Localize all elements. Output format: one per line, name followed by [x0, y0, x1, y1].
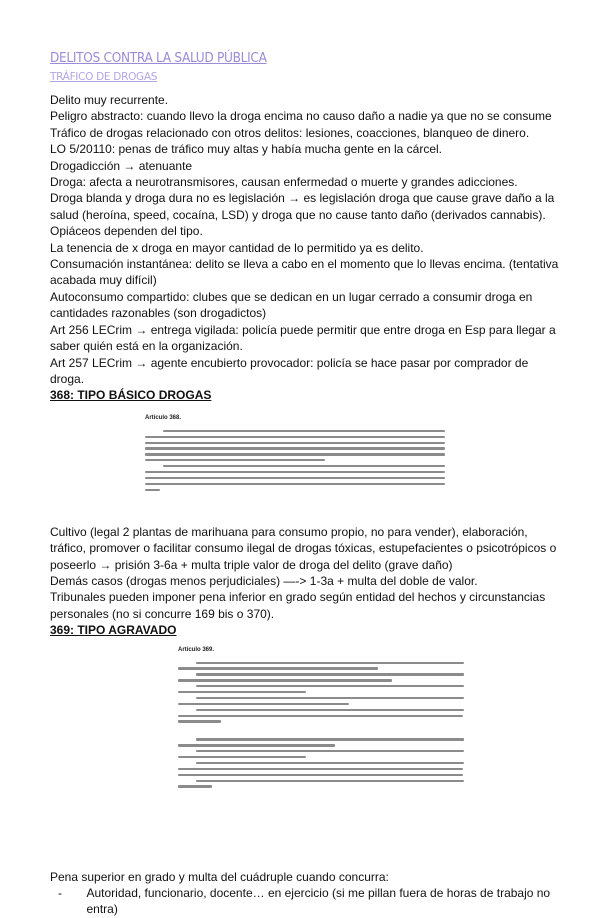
list-item-text: Autoridad, funcionario, docente… en ejercicio (si me pillan fuera de horas de trabajo no entra) [86, 885, 551, 917]
document-title: DELITOS CONTRA LA SALUD PÚBLICA [50, 50, 267, 66]
document-body [50, 92, 560, 918]
paragraph: Art 257 LECrim → agente encubierto provocador: policía se hace pasar por comprador de droga. [50, 355, 529, 386]
scanned-text-line [163, 430, 445, 432]
scanned-text-line [145, 453, 445, 455]
scanned-text-line [178, 667, 378, 669]
paragraph: La tenencia de x droga en mayor cantidad de lo permitido ya es delito. [50, 240, 424, 255]
paragraph: Tráfico de drogas relacionado con otros delitos: lesiones, coacciones, blanqueo de dinero. [50, 125, 530, 140]
paragraph: Drogadicción → atenuante [50, 158, 193, 173]
article-368-image [145, 410, 445, 518]
scanned-text-line [178, 785, 212, 787]
article-image-title: Artículo 369. [178, 646, 215, 653]
bullet-dash: - [58, 885, 62, 900]
scanned-text-line [178, 744, 335, 746]
scanned-text-line [178, 720, 221, 722]
scanned-text-line [196, 662, 464, 664]
paragraph: Art 256 LECrim → entrega vigilada: policía puede permitir que entre droga en Esp para llegar a saber quién está en la organización. [50, 322, 556, 354]
paragraph: LO 5/20110: penas de tráfico muy altas y había mucha gente en la cárcel. [50, 142, 443, 157]
scanned-text-line [145, 459, 325, 461]
scanned-text-line [145, 436, 445, 438]
scanned-text-line [196, 709, 464, 711]
list-item [50, 885, 560, 918]
paragraph: Pena superior en grado y multa del cuádruple cuando concurra: [50, 869, 389, 884]
paragraph: Autoconsumo compartido: clubes que se dedican en un lugar cerrado a consumir droga en cantidades razonables (son drogadictos) [50, 289, 533, 321]
paragraph: Tribunales pueden imponer pena inferior en grado según entidad del hechos y circunstancias personales (no si concurre 169 bis o 370). [50, 590, 546, 621]
scanned-text-line [145, 477, 445, 479]
article-image-title: Artículo 368. [145, 414, 182, 421]
scanned-text-line [145, 489, 160, 491]
paragraph: Cultivo (legal 2 plantas de marihuana para consumo propio, no para vender), elaboración, tráfico, promover o facilitar consumo ilegal de drogas tóxicas, estupefacientes o psicotrópicos o poseerlo → prisión 3-6a + multa triple valor de droga del delito (grave daño) [50, 524, 557, 572]
scanned-text-line [145, 442, 445, 444]
section-heading-369: 369: TIPO AGRAVADO [50, 623, 177, 638]
paragraph: Peligro abstracto: cuando llevo la droga encima no causo daño a nadie ya que no se consume [50, 109, 552, 124]
scanned-text-line [145, 471, 445, 473]
scanned-text-line [196, 780, 464, 782]
scanned-text-line [163, 465, 445, 467]
scanned-text-line [178, 756, 306, 758]
scanned-text-line [196, 762, 464, 764]
scanned-text-line [178, 715, 463, 717]
paragraph: Droga blanda y droga dura no es legislación → es legislación droga que cause grave daño a la salud (heroína, speed, cocaína, LSD) y droga que no cause tanto daño (derivados cannabis). Opiáceos dependen del tipo. [50, 191, 555, 239]
paragraph: Delito muy recurrente. [50, 93, 169, 107]
scanned-text-line [178, 691, 306, 693]
paragraph: Droga: afecta a neurotransmisores, causan enfermedad o muerte y grandes adicciones. [50, 175, 518, 190]
scanned-text-line [196, 697, 464, 699]
paragraph: Demás casos (drogas menos perjudiciales) —-> 1-3a + multa del doble de valor. [50, 573, 478, 588]
scanned-text-line [178, 774, 463, 776]
scanned-text-line [196, 685, 464, 687]
article-369-image [178, 642, 463, 865]
paragraph: Consumación instantánea: delito se lleva a cabo en el momento que lo llevas encima. (tentativa acabada muy difícil) [50, 257, 559, 288]
scanned-text-line [178, 768, 463, 770]
scanned-text-line [196, 738, 464, 740]
scanned-text-line [178, 679, 392, 681]
scanned-text-line [196, 750, 464, 752]
scanned-text-line [145, 483, 445, 485]
section-heading-368: 368: TIPO BÁSICO DROGAS [50, 388, 212, 403]
scanned-text-line [178, 703, 349, 705]
scanned-text-line [196, 673, 464, 675]
scanned-text-line [145, 447, 445, 449]
document-subtitle: TRÁFICO DE DROGAS [50, 71, 158, 83]
